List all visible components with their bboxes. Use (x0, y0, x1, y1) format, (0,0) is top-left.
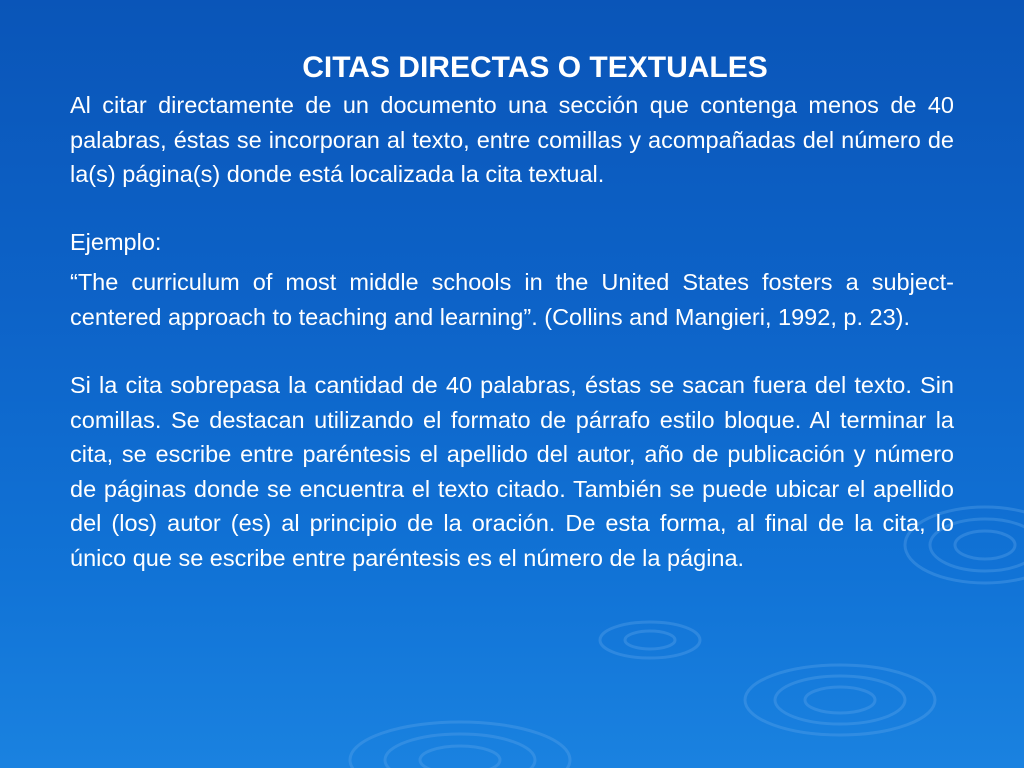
example-label: Ejemplo: (70, 228, 162, 255)
long-quote-rule-paragraph: Si la cita sobrepasa la cantidad de 40 palabras, éstas se sacan fuera del texto. Sin comillas. Se destacan utilizando el formato de párrafo estilo bloque. Al terminar la cita, se escribe entre paréntesis el apellido del autor, año de publicación y número de páginas donde se encuentra el texto citado. También se puede ubicar el apellido del (los) autor (es) al principio de la oración. De esta forma, al final de la cita, lo único que se escribe entre paréntesis es el número de la página. (70, 372, 954, 571)
example-quote: “The curriculum of most middle schools in the United States fosters a subject-centered approach to teaching and learning”. (Collins and Mangieri, 1992, p. 23). (70, 269, 954, 330)
slide-title: CITAS DIRECTAS O TEXTUALES (302, 51, 768, 84)
slide-content (70, 50, 954, 575)
intro-paragraph: Al citar directamente de un documento una sección que contenga menos de 40 palabras, éstas se incorporan al texto, entre comillas y acompañadas del número de la(s) página(s) donde está localizada la cita textual. (70, 92, 954, 187)
